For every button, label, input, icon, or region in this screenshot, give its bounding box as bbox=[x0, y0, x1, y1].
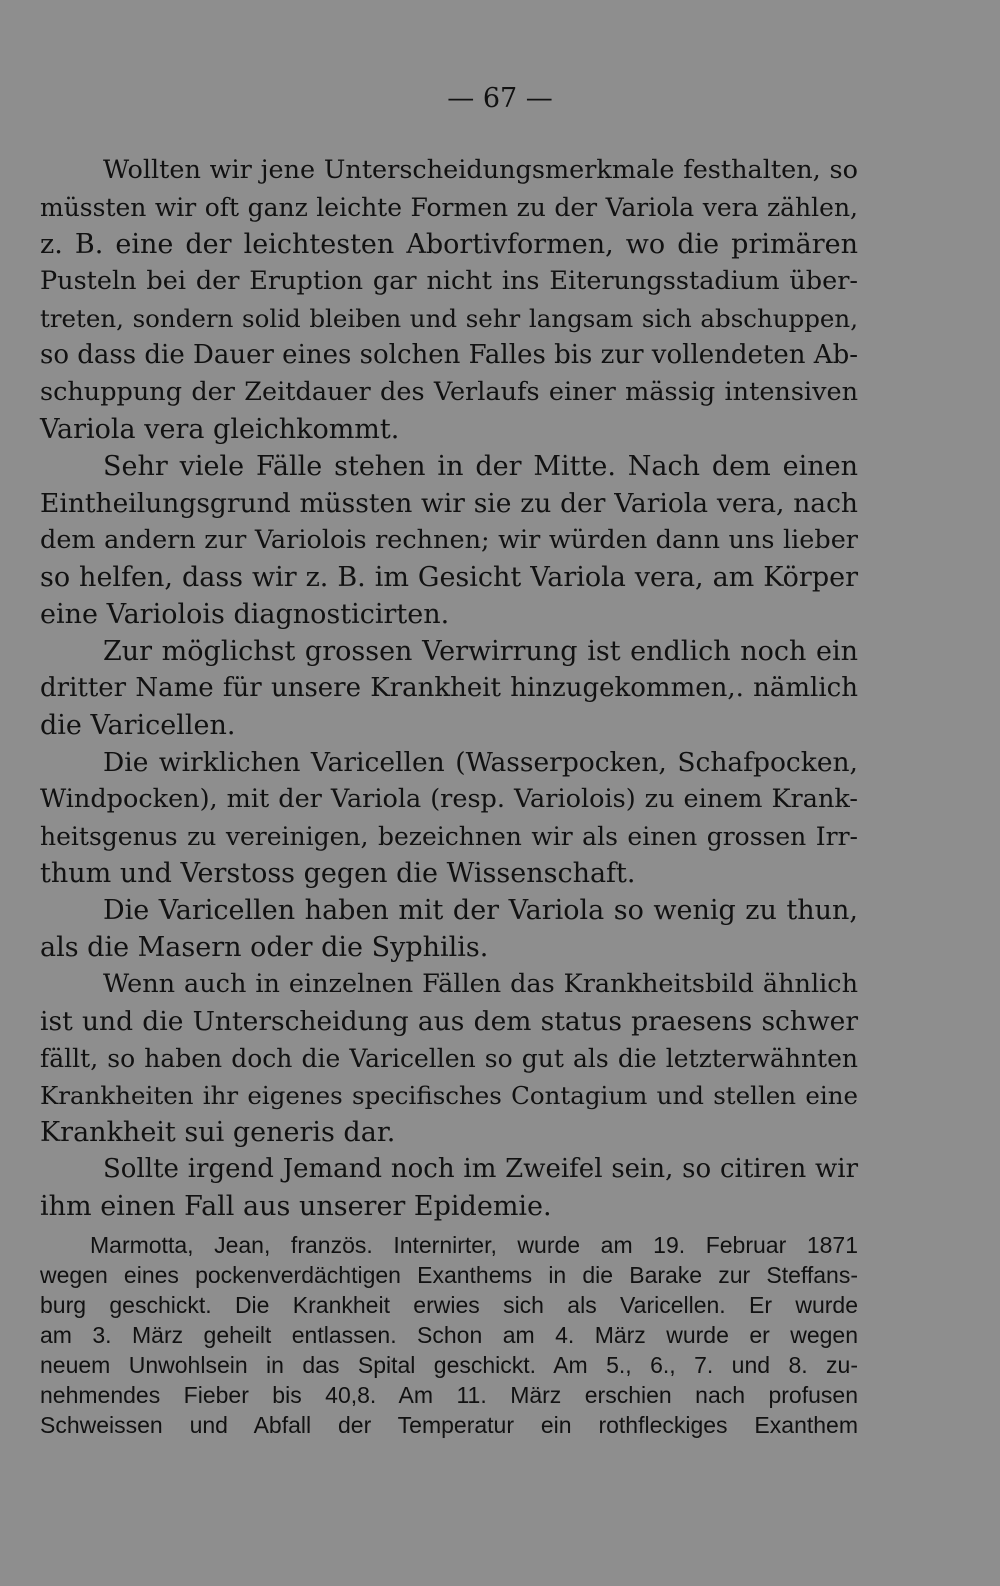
body-line: fällt, so haben doch die Varicellen so gut als die letzterwähnten bbox=[40, 1044, 858, 1073]
body-line: schuppung der Zeitdauer des Verlaufs einer mässig intensiven bbox=[40, 377, 858, 407]
body-line: eine Variolois diagnosticirten. bbox=[40, 599, 450, 630]
body-line: Windpocken), mit der Variola (resp. Variolois) zu einem Krank- bbox=[40, 784, 858, 814]
page-number: — 67 — bbox=[447, 83, 553, 114]
body-line: Zur möglichst grossen Verwirrung ist endlich noch ein bbox=[103, 636, 858, 667]
body-line: Variola vera gleichkommt. bbox=[40, 414, 400, 445]
body-line: müssten wir oft ganz leichte Formen zu der Variola vera zählen, bbox=[40, 193, 858, 222]
body-line: Die Varicellen haben mit der Variola so wenig zu thun, bbox=[103, 895, 858, 926]
case-line: am 3. März geheilt entlassen. Schon am 4. März wurde er wegen bbox=[40, 1322, 858, 1348]
body-line: so helfen, dass wir z. B. im Gesicht Variola vera, am Körper bbox=[40, 562, 858, 593]
body-line: treten, sondern solid bleiben und sehr langsam sich abschuppen, bbox=[40, 304, 858, 333]
body-line: Sollte irgend Jemand noch im Zweifel sein, so citiren wir bbox=[103, 1154, 858, 1184]
body-line: die Varicellen. bbox=[40, 710, 236, 741]
body-line: thum und Verstoss gegen die Wissenschaft. bbox=[40, 858, 636, 889]
case-line: wegen eines pockenverdächtigen Exanthems in die Barake zur Steffans- bbox=[40, 1262, 858, 1288]
case-line: Marmotta, Jean, französ. Internirter, wurde am 19. Februar 1871 bbox=[90, 1232, 858, 1258]
body-line: ist und die Unterscheidung aus dem status praesens schwer bbox=[40, 1006, 858, 1037]
body-line: dritter Name für unsere Krankheit hinzugekommen,. nämlich bbox=[40, 673, 858, 703]
body-line: Sehr viele Fälle stehen in der Mitte. Nach dem einen bbox=[103, 451, 858, 482]
body-line: als die Masern oder die Syphilis. bbox=[40, 932, 489, 963]
body-line: Krankheiten ihr eigenes specifisches Contagium und stellen eine bbox=[40, 1081, 858, 1110]
body-line: Wenn auch in einzelnen Fällen das Krankheitsbild ähnlich bbox=[103, 969, 858, 999]
body-line: Krankheit sui generis dar. bbox=[40, 1117, 396, 1148]
body-line: dem andern zur Variolois rechnen; wir würden dann uns lieber bbox=[40, 525, 858, 555]
body-line: Wollten wir jene Unterscheidungsmerkmale festhalten, so bbox=[103, 155, 858, 185]
body-line: z. B. eine der leichtesten Abortivformen, wo die primären bbox=[40, 229, 858, 260]
body-line: ihm einen Fall aus unserer Epidemie. bbox=[40, 1191, 552, 1222]
case-line: Schweissen und Abfall der Temperatur ein rothfleckiges Exanthem bbox=[40, 1412, 858, 1438]
body-line: Eintheilungsgrund müssten wir sie zu der Variola vera, nach bbox=[40, 488, 858, 519]
case-line: burg geschickt. Die Krankheit erwies sich als Varicellen. Er wurde bbox=[40, 1292, 858, 1318]
body-line: heitsgenus zu vereinigen, bezeichnen wir als einen grossen Irr- bbox=[40, 822, 858, 851]
body-line: Pusteln bei der Eruption gar nicht ins Eiterungsstadium über- bbox=[40, 266, 858, 296]
case-line: nehmendes Fieber bis 40,8. Am 11. März erschien nach profusen bbox=[40, 1382, 858, 1408]
body-line: Die wirklichen Varicellen (Wasserpocken, Schafpocken, bbox=[103, 747, 858, 778]
case-line: neuem Unwohlsein in das Spital geschickt. Am 5., 6., 7. und 8. zu- bbox=[40, 1352, 858, 1378]
body-line: so dass die Dauer eines solchen Falles bis zur vollendeten Ab- bbox=[40, 340, 858, 370]
